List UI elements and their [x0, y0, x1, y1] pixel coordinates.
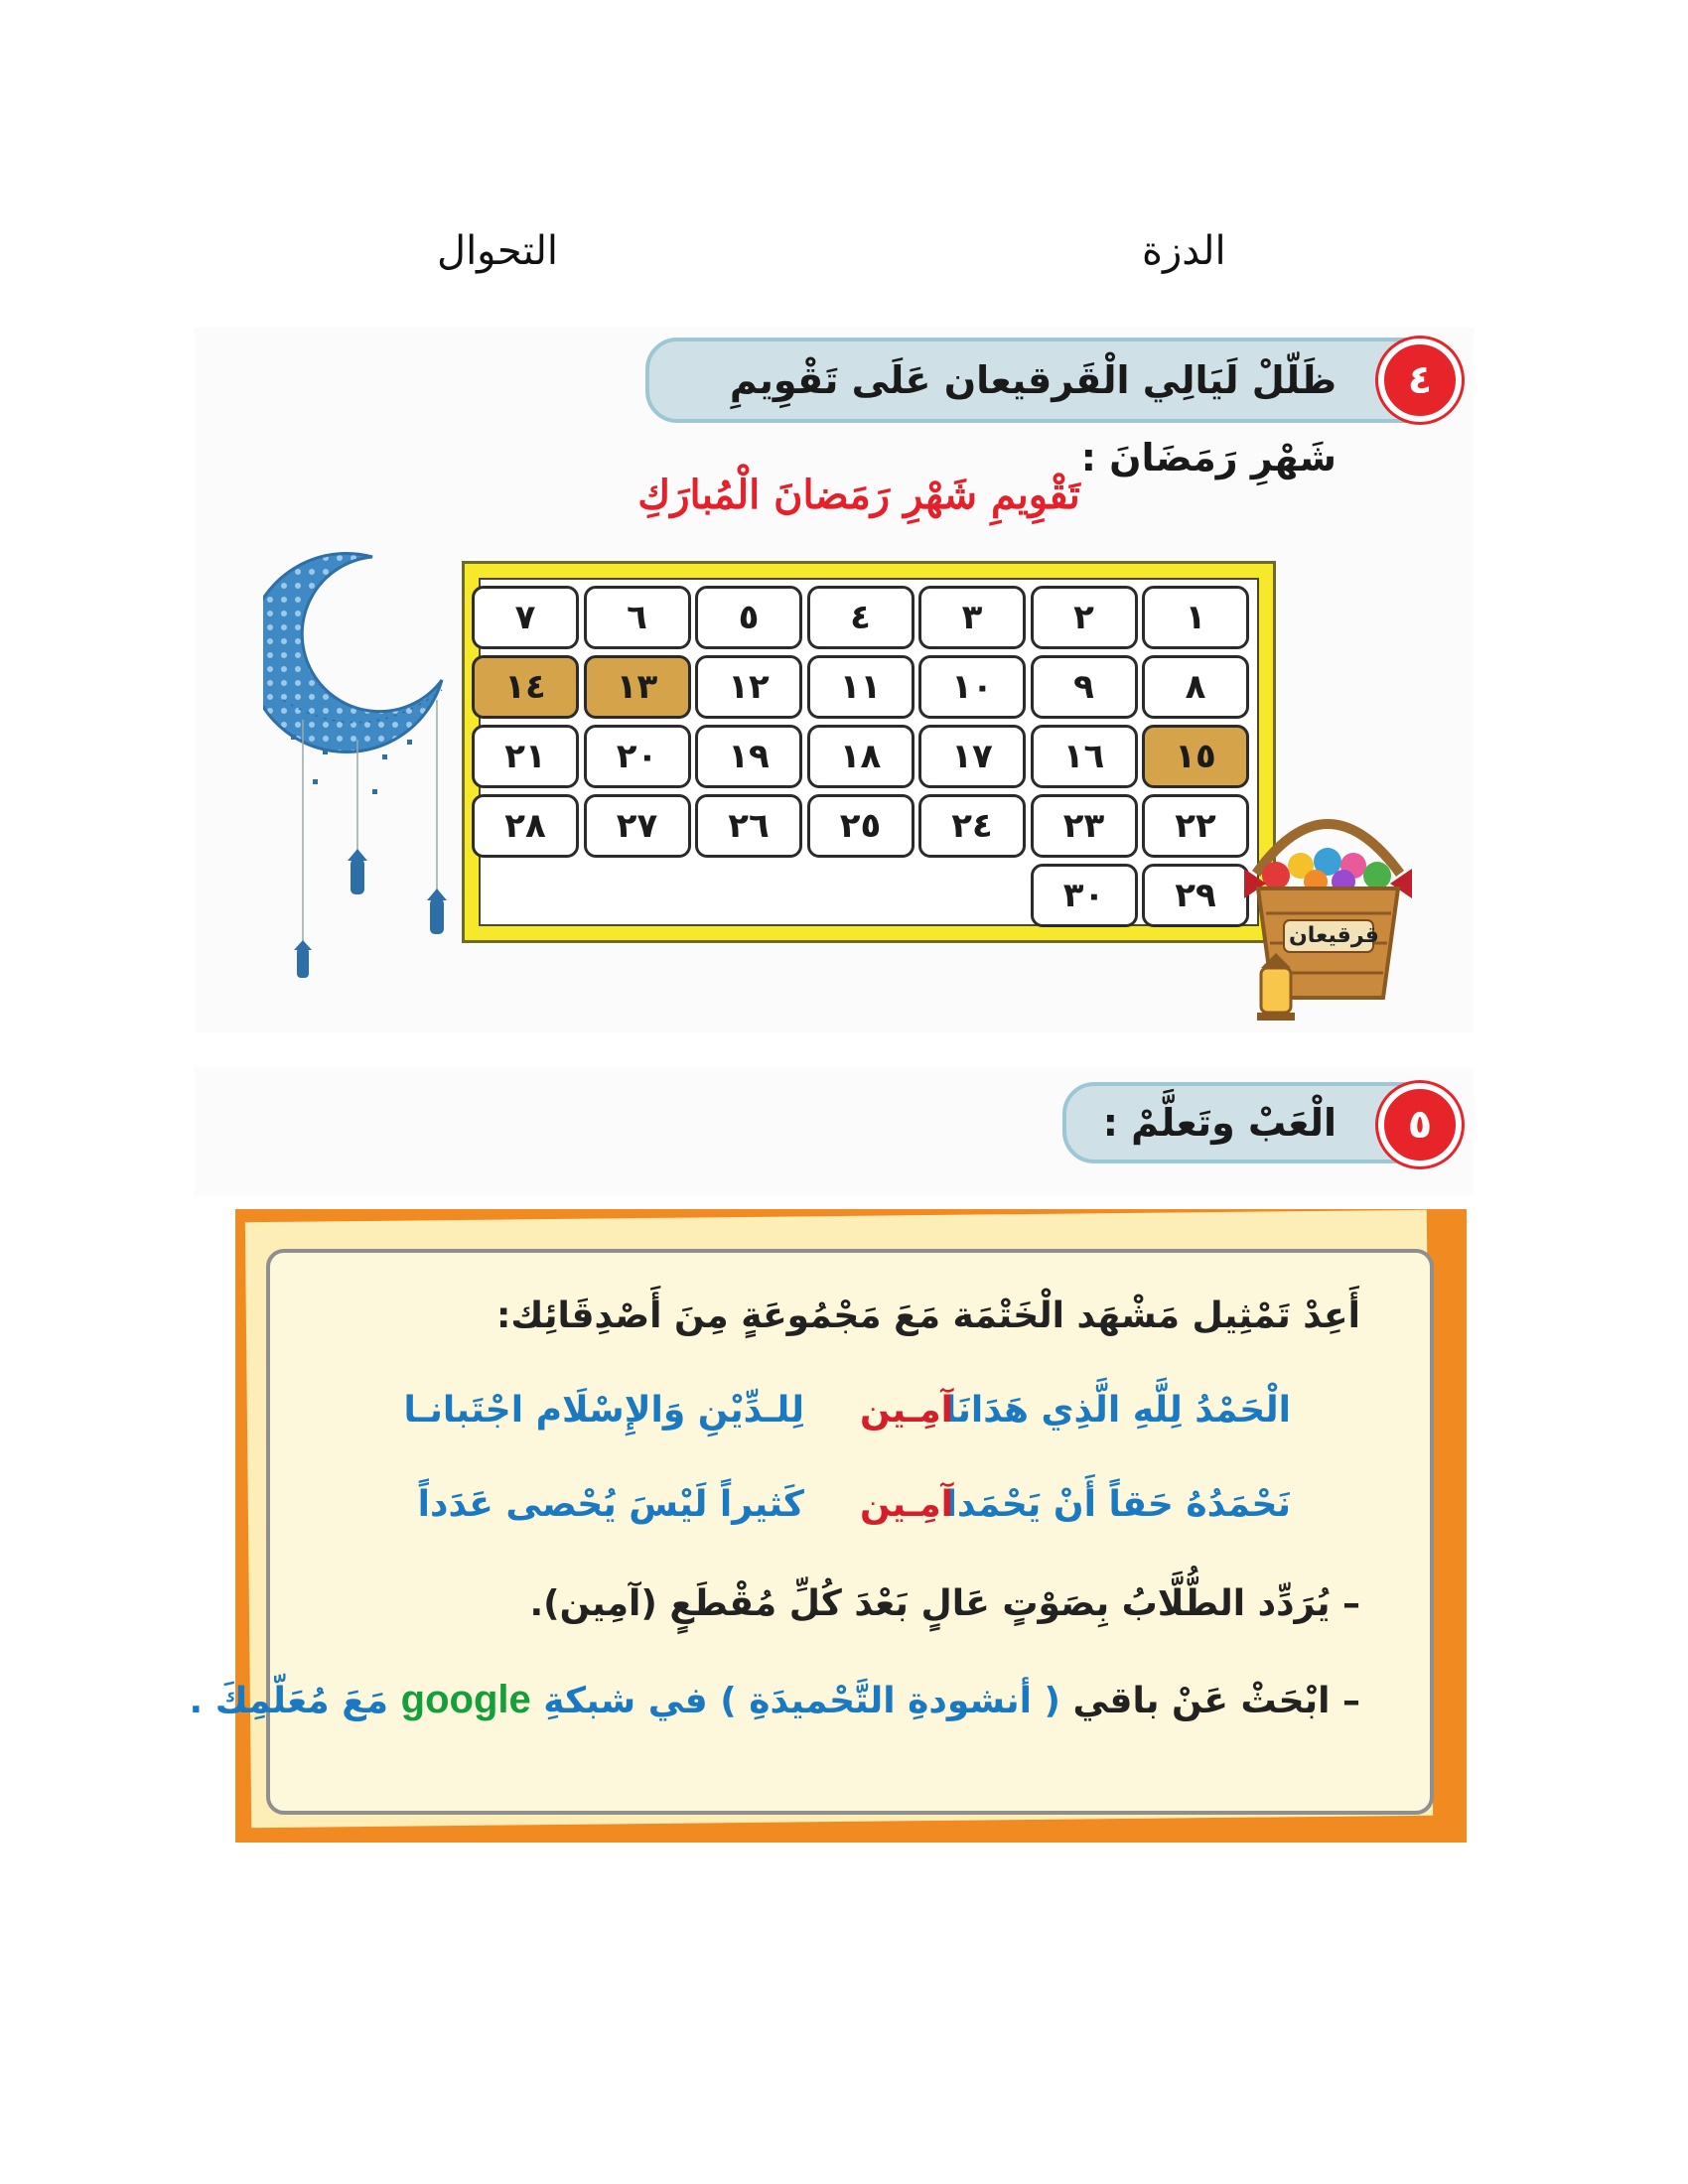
- calendar-day[interactable]: ٢٣: [1031, 794, 1138, 858]
- calendar-day[interactable]: ١٩: [695, 725, 802, 788]
- calendar-day[interactable]: ٢٨: [472, 794, 579, 858]
- note-search-network: في شبكةِ: [543, 1681, 708, 1721]
- calendar-day[interactable]: ٥: [695, 586, 802, 649]
- section5-title: الْعَبْ وتَعلَّمْ :: [1102, 1101, 1336, 1145]
- crescent-moon-lanterns-icon: [263, 551, 462, 1008]
- calendar-day[interactable]: ١٠: [918, 655, 1026, 719]
- calendar-title: تَقْوِيمِ شَهْرِ رَمَضانَ الْمُبارَكِ: [637, 472, 1080, 518]
- poem-line2-refrain: آمِـين: [859, 1484, 953, 1525]
- calendar-day[interactable]: ١٨: [807, 725, 914, 788]
- calendar-day[interactable]: ٢٤: [918, 794, 1026, 858]
- header-left-text: التحوال: [437, 229, 559, 273]
- calendar-day[interactable]: ٣: [918, 586, 1026, 649]
- header-right-text: الدزة: [1142, 229, 1226, 273]
- calendar-day[interactable]: ٩: [1031, 655, 1138, 719]
- calendar-day[interactable]: ٦: [584, 586, 691, 649]
- lantern-icon: [1253, 953, 1299, 1023]
- calendar-day[interactable]: ٢٠: [584, 725, 691, 788]
- calendar-day[interactable]: ٢٥: [807, 794, 914, 858]
- note-search-part1: – ابْحَثْ عَنْ باقي: [1072, 1681, 1360, 1721]
- section4-title: ظَلّلْ لَيَالِي الْقَرقيعان عَلَى تَقْوِيمِ شَهْرِ رَمَضَانَ :: [729, 358, 1336, 479]
- calendar-day[interactable]: ١: [1142, 586, 1249, 649]
- section5-number-badge: ٥: [1378, 1083, 1462, 1166]
- activity-note-repeat: – يُرَدِّد الطُّلَّابُ بِصَوْتٍ عَالٍ بَعْدَ كُلِّ مُقْطَعٍ (آمِين).: [529, 1583, 1360, 1624]
- ramadan-calendar: [462, 561, 1276, 943]
- calendar-day[interactable]: ١٦: [1031, 725, 1138, 788]
- calendar-day[interactable]: ٢٧: [584, 794, 691, 858]
- note-search-song: ( أنشودةِ التَّحْميدَةِ ): [720, 1681, 1060, 1721]
- calendar-day[interactable]: ٧: [472, 586, 579, 649]
- calendar-day[interactable]: ٢١: [472, 725, 579, 788]
- calendar-day[interactable]: ١٧: [918, 725, 1026, 788]
- basket-label: قرقيعان: [1289, 923, 1379, 948]
- poem-line1-first: الْحَمْدُ لِلَّهِ الَّذِي هَدَانَا: [943, 1390, 1291, 1431]
- section4-number-badge: ٤: [1378, 339, 1462, 422]
- calendar-day[interactable]: ٨: [1142, 655, 1249, 719]
- note-search-google: google: [400, 1678, 531, 1721]
- calendar-grid: [479, 578, 1259, 926]
- calendar-day[interactable]: ٢٢: [1142, 794, 1249, 858]
- section4-title-pill: [645, 338, 1450, 479]
- poem-line2-second: كَثيراً لَيْسَ يُحْصى عَدَداً: [417, 1484, 804, 1525]
- activity-instruction: أَعِدْ تَمْثِيل مَشْهَد الْخَتْمَة مَعَ مَجْمُوعَةٍ مِنَ أَصْدِقَائِك:: [496, 1296, 1360, 1336]
- calendar-day[interactable]: ٢٦: [695, 794, 802, 858]
- poem-line1-refrain: آمِـين: [859, 1390, 953, 1431]
- calendar-day[interactable]: ١١: [807, 655, 914, 719]
- calendar-day[interactable]: ٢٩: [1142, 864, 1249, 927]
- note-search-teacher: مَعَ مُعَلّمِكَ .: [189, 1681, 389, 1721]
- calendar-day[interactable]: ٣٠: [1031, 864, 1138, 927]
- calendar-day[interactable]: ٢: [1031, 586, 1138, 649]
- poem-line1-second: لِلـدِّيْنِ وَالإِسْلَام اجْتَبانـا: [403, 1390, 804, 1431]
- calendar-day[interactable]: ٤: [807, 586, 914, 649]
- calendar-day[interactable]: ١٣: [584, 655, 691, 719]
- calendar-day[interactable]: ١٢: [695, 655, 802, 719]
- activity-note-search: [190, 1678, 1360, 1722]
- calendar-day[interactable]: ١٤: [472, 655, 579, 719]
- poem-line2-first: نَحْمَدُهُ حَقاً أَنْ يَحْمَدا: [944, 1484, 1291, 1525]
- calendar-day[interactable]: ١٥: [1142, 725, 1249, 788]
